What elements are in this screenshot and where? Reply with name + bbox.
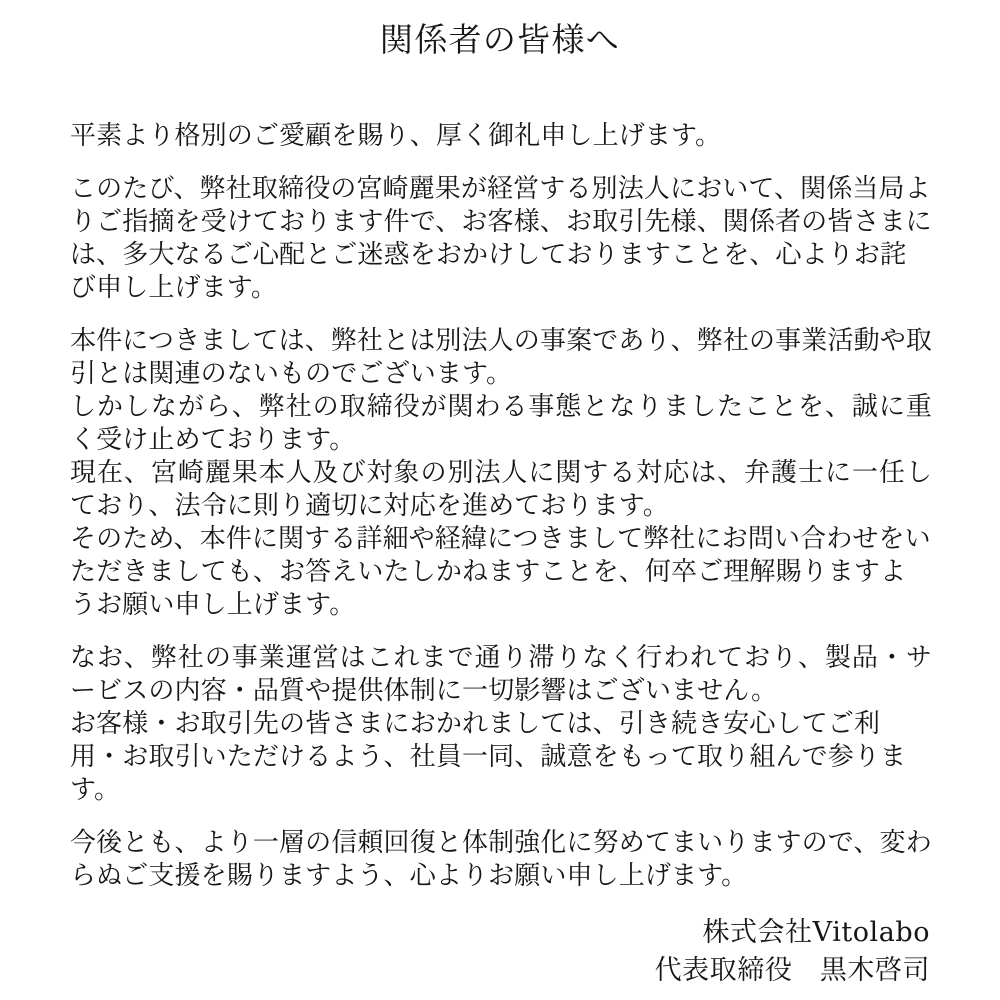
paragraph-line: しかしながら、弊社の取締役が関わる事態となりましたことを、誠に重く受け止めております。 (70, 392, 932, 455)
paragraph-explanation (70, 325, 932, 622)
page-title: 関係者の皆様へ (379, 20, 621, 59)
paragraph-line: そのため、本件に関する詳細や経緯につきまして弊社にお問い合わせをいただきましても、お答えいたしかねますことを、何卒ご理解賜りますようお願い申し上げます。 (70, 524, 931, 620)
paragraph-line: 現在、宮崎麗果本人及び対象の別法人に関する対応は、弁護士に一任しており、法令に則り適切に対応を進めております。 (70, 458, 932, 521)
signature-block (655, 914, 930, 990)
signature-representative-name: 代表取締役 黒木啓司 (654, 955, 930, 986)
paragraph-line: このたび、弊社取締役の宮崎麗果が経営する別法人において、関係当局よりご指摘を受けております件で、お客様、お取引先様、関係者の皆さまには、多大なるご心配とご迷惑をおかけしておりますことを、心よりお詫び申し上げます。 (70, 174, 932, 303)
paragraph-closing (70, 827, 932, 893)
paragraph-line: 平素より格別のご愛顧を賜り、厚く御礼申し上げます。 (70, 121, 722, 151)
document-body (70, 120, 932, 893)
paragraph-line: 今後とも、より一層の信頼回復と体制強化に努めてまいりますので、変わらぬご支援を賜りますよう、心よりお願い申し上げます。 (70, 828, 932, 891)
paragraph-operations (70, 642, 932, 807)
paragraph-disclosure (70, 173, 932, 305)
paragraph-greeting (70, 120, 932, 153)
paragraph-line: なお、弊社の事業運営はこれまで通り滞りなく行われており、製品・サービスの内容・品質や提供体制に一切影響はございません。 (70, 643, 932, 706)
paragraph-line: お客様・お取引先の皆さまにおかれましては、引き続き安心してご利用・お取引いただけるよう、社員一同、誠意をもって取り組んで参ります。 (70, 709, 907, 805)
paragraph-line: 本件につきましては、弊社とは別法人の事案であり、弊社の事業活動や取引とは関連のないものでございます。 (70, 326, 932, 389)
signature-company-name: 株式会社Vitolabo (702, 917, 930, 948)
